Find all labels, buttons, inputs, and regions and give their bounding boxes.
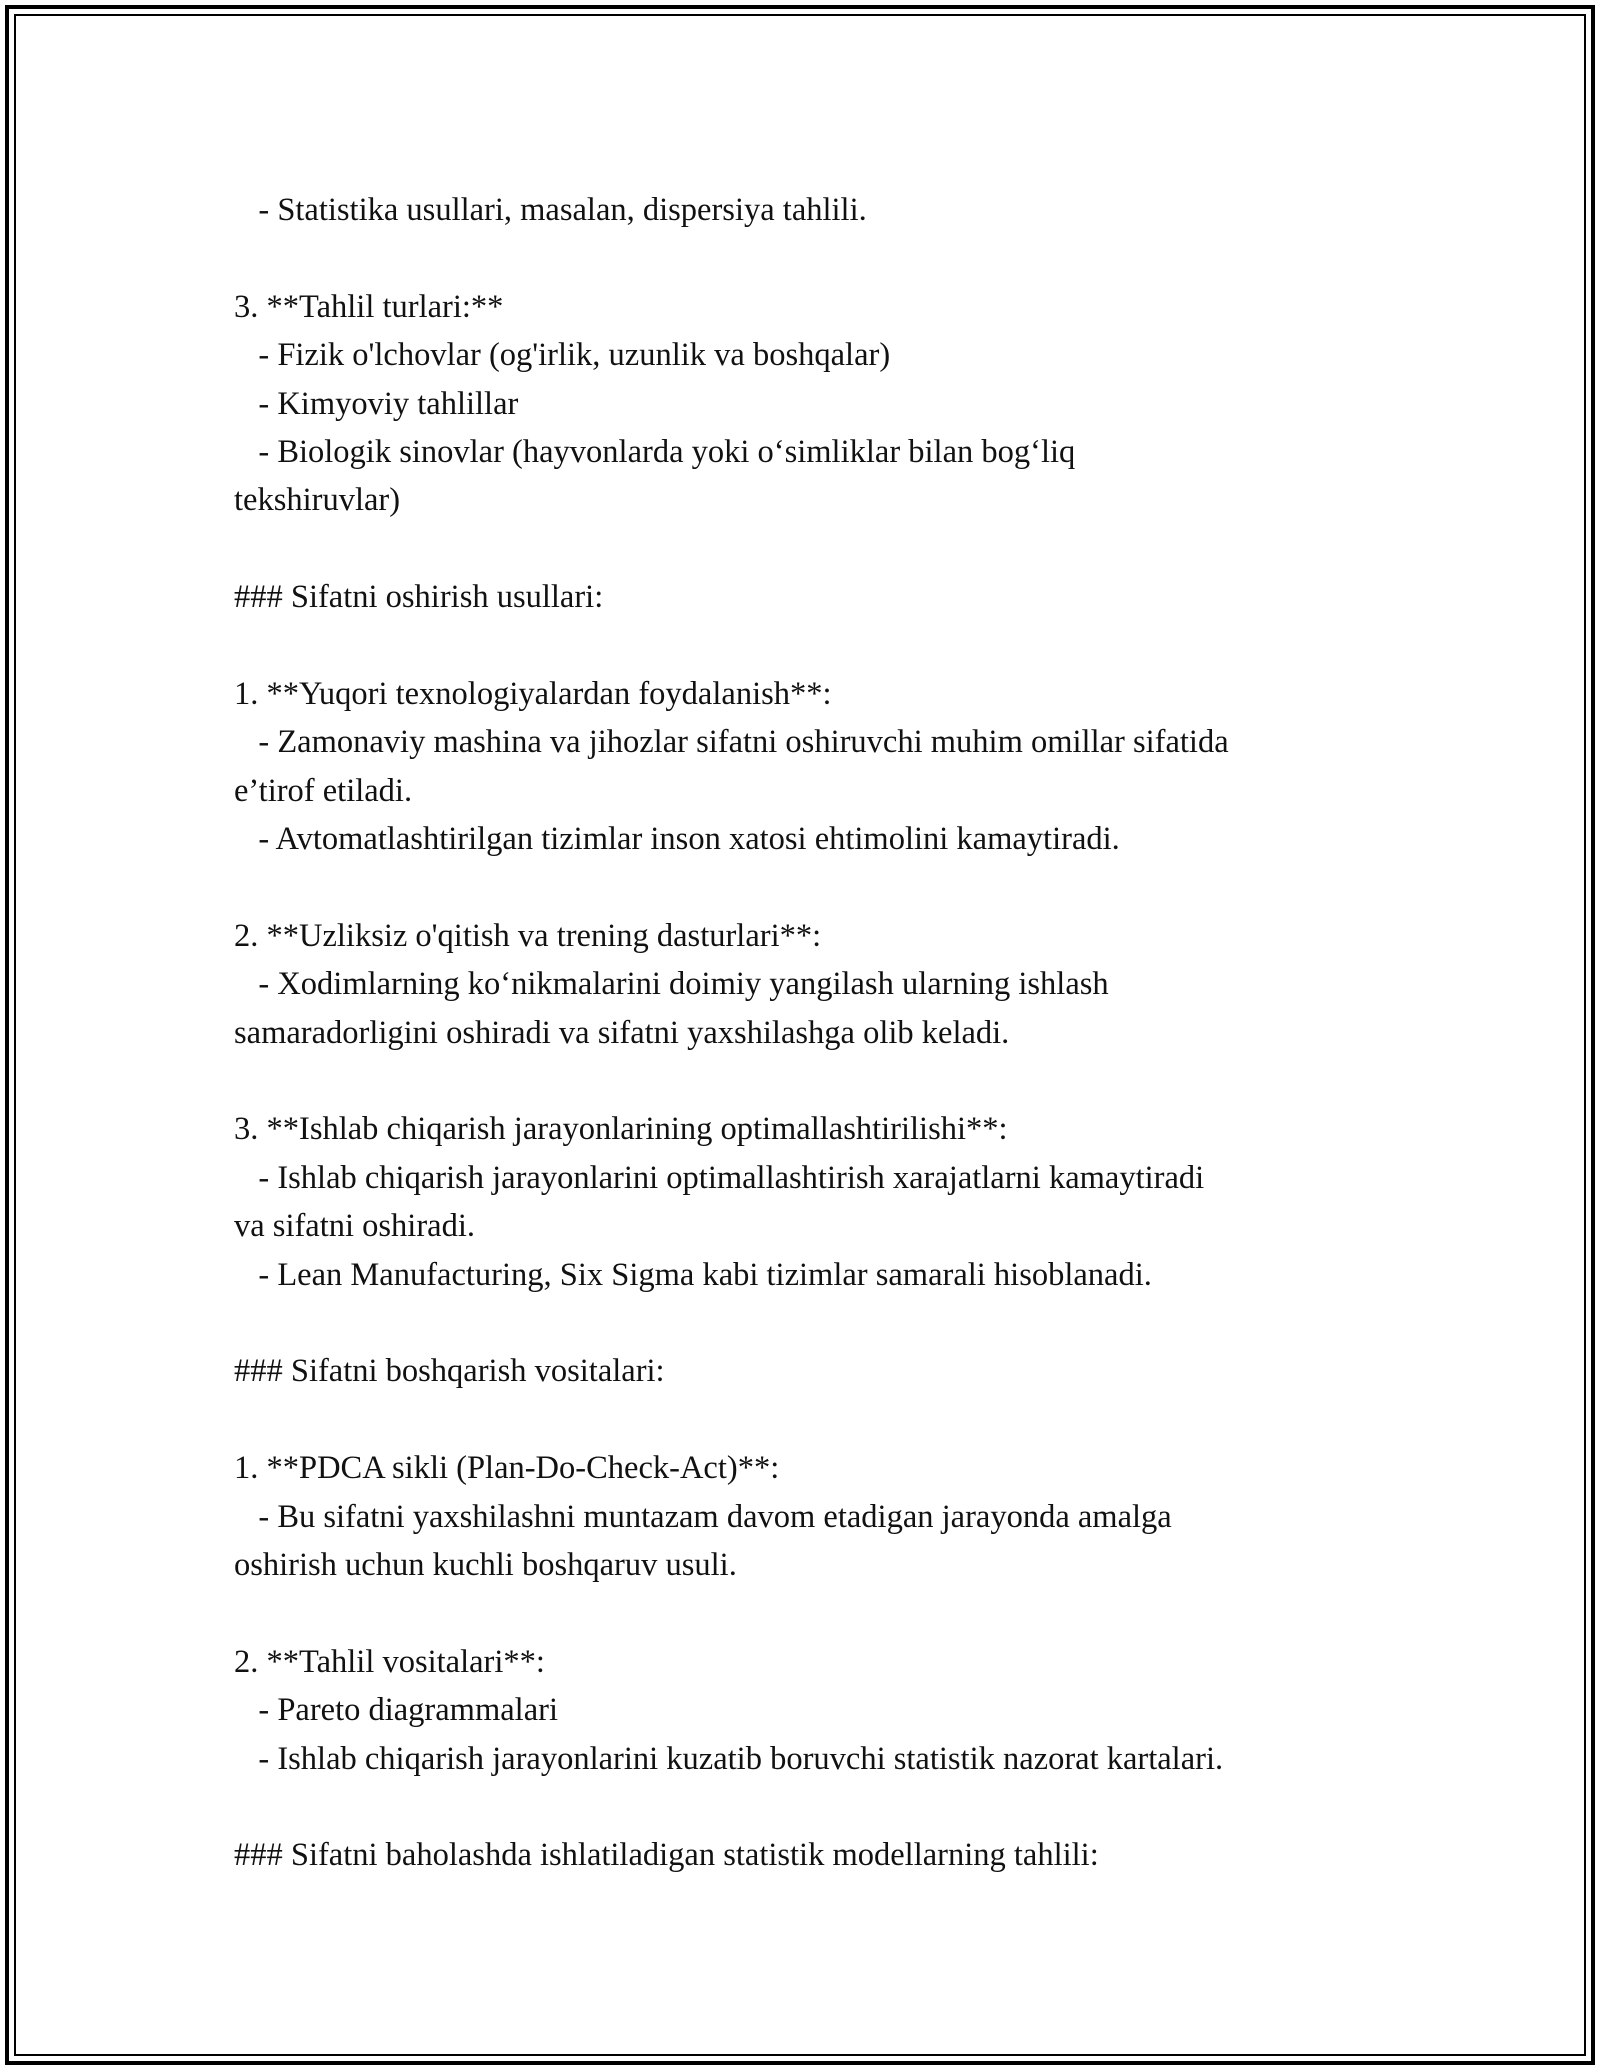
text-line: - Xodimlarning ko‘nikmalarini doimiy yangilash ularning ishlash (234, 966, 1109, 1003)
text-line: samaradorligini oshiradi va sifatni yaxshilashga olib keladi. (234, 1014, 1010, 1051)
blank-line (234, 1299, 1374, 1347)
blank-line (234, 234, 1374, 282)
text-line: - Lean Manufacturing, Six Sigma kabi tizimlar samarali hisoblanadi. (234, 1256, 1152, 1293)
text-line: - Fizik o'lchovlar (og'irlik, uzunlik va boshqalar) (234, 337, 891, 374)
document-body (234, 186, 1374, 1880)
text-line: tekshiruvlar) (234, 482, 401, 519)
text-line: 3. **Ishlab chiqarish jarayonlarining optimallashtirilishi**: (234, 1111, 1008, 1148)
blank-line (234, 863, 1374, 911)
text-line: oshirish uchun kuchli boshqaruv usuli. (234, 1546, 737, 1583)
text-line: 1. **PDCA sikli (Plan-Do-Check-Act)**: (234, 1450, 780, 1487)
text-line: - Bu sifatni yaxshilashni muntazam davom etadigan jarayonda amalga (234, 1498, 1172, 1535)
section-heading: ### Sifatni boshqarish vositalari: (234, 1353, 665, 1390)
text-line: 3. **Tahlil turlari:** (234, 288, 504, 325)
blank-line (234, 1057, 1374, 1105)
text-line: - Zamonaviy mashina va jihozlar sifatni oshiruvchi muhim omillar sifatida (234, 724, 1229, 761)
section-heading: ### Sifatni baholashda ishlatiladigan statistik modellarning tahlili: (234, 1837, 1099, 1874)
text-line: - Pareto diagrammalari (234, 1692, 558, 1729)
text-line: - Kimyoviy tahlillar (234, 385, 519, 422)
text-line: - Ishlab chiqarish jarayonlarini kuzatib boruvchi statistik nazorat kartalari. (234, 1740, 1224, 1777)
blank-line (234, 1783, 1374, 1831)
text-line: - Statistika usullari, masalan, dispersiya tahlili. (234, 192, 867, 228)
section-heading: ### Sifatni oshirish usullari: (234, 579, 604, 616)
blank-line (234, 1396, 1374, 1444)
text-line: - Biologik sinovlar (hayvonlarda yoki o‘simliklar bilan bog‘liq (234, 433, 1076, 470)
text-line: e’tirof etiladi. (234, 772, 413, 809)
text-line: 2. **Tahlil vositalari**: (234, 1643, 545, 1680)
text-line: - Ishlab chiqarish jarayonlarini optimallashtirish xarajatlarni kamaytiradi (234, 1159, 1205, 1196)
text-line: - Avtomatlashtirilgan tizimlar inson xatosi ehtimolini kamaytiradi. (234, 821, 1120, 858)
blank-line (234, 525, 1374, 573)
blank-line (234, 1589, 1374, 1637)
text-line: 2. **Uzliksiz o'qitish va trening dasturlari**: (234, 917, 822, 954)
text-line: 1. **Yuqori texnologiyalardan foydalanish**: (234, 675, 832, 712)
text-line: va sifatni oshiradi. (234, 1208, 475, 1245)
blank-line (234, 622, 1374, 670)
